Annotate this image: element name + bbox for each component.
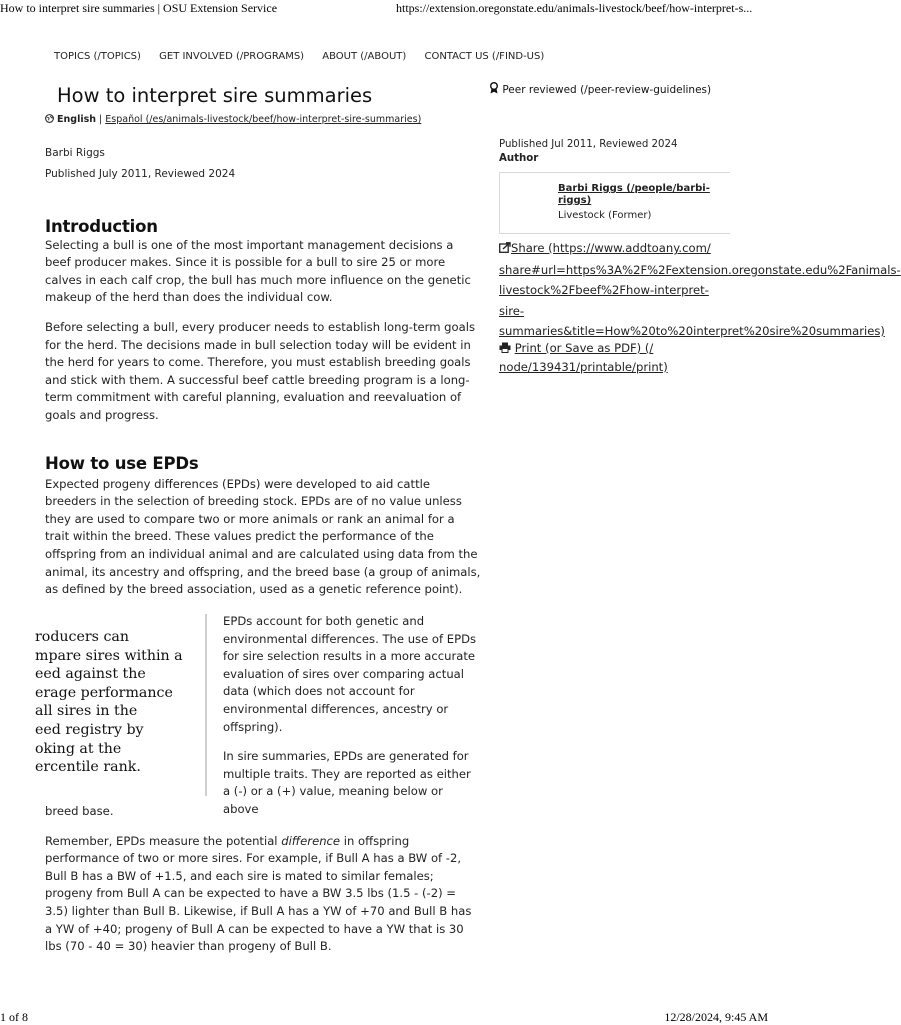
- peer-reviewed-label: Peer reviewed (/peer-review-guidelines): [502, 84, 712, 96]
- author-card-link[interactable]: Barbi Riggs (/people/barbi-riggs): [558, 183, 710, 206]
- author-card-role: Livestock (Former): [558, 210, 652, 221]
- share-line[interactable]: share#url=https%3A%2F%2Fextension.oregonstate.edu%2Fanimals-: [499, 262, 901, 277]
- page-title: How to interpret sire summaries: [57, 84, 373, 107]
- language-alt-link[interactable]: Español (/es/animals-livestock/beef/how-interpret-sire-summaries): [105, 114, 422, 125]
- nav-item-about[interactable]: ABOUT (/ABOUT): [322, 51, 407, 62]
- language-switcher: English | Español (/es/animals-livestock/beef/how-interpret-sire-summaries): [45, 114, 421, 126]
- pull-quote-line: all sires in the: [35, 703, 138, 720]
- nav-item-contact[interactable]: CONTACT US (/FIND-US): [424, 51, 545, 62]
- epd-paragraph-2: EPDs account for both genetic and environmental differences. The use of EPDs for sire selection results in a more accurate evaluation of sires over comparing actual data (which does not account for environmental differences, ancestry or offspring).: [223, 614, 477, 734]
- pull-quote-line: mpare sires within a: [35, 647, 183, 664]
- epd-paragraph-4: [45, 833, 481, 956]
- sidebar-author-label: Author: [499, 153, 539, 164]
- globe-icon: [45, 114, 54, 126]
- pull-quote-line: eed registry by: [35, 721, 144, 738]
- print-link-text[interactable]: Print (or Save as PDF) (/ node/139431/printable/print): [499, 341, 668, 374]
- pull-quote-line: eed against the: [35, 666, 146, 683]
- share-icon: [499, 239, 511, 260]
- pull-quote-line: erage performance: [35, 684, 173, 701]
- epd-p4-text-b: in offspring performance of two or more sires. For example, if Bull A has a BW of -2, Bull B has a BW of +1.5, and each sire is mated to similar females; progeny from Bull A can be expected to have a BW 3.5 lbs (1.5 - (-2) = 3.5) lighter than Bull B. Likewise, if Bull A has a YW of +70 and Bull B has a YW of +40; progeny of Bull A can be expected to have a YW that is 30 lbs (70 - 40 = 30) heavier than progeny of Bull B.: [45, 833, 472, 954]
- sidebar-published: Published Jul 2011, Reviewed 2024: [499, 139, 678, 150]
- epd-side-column: [223, 613, 481, 819]
- epd-p4-text-a: Remember, EPDs measure the potential: [45, 833, 282, 848]
- epd-p4-emphasis: difference: [281, 833, 341, 848]
- author-name: Barbi Riggs: [45, 147, 105, 159]
- share-line[interactable]: sire-: [499, 303, 525, 318]
- print-header: [0, 0, 768, 16]
- print-link[interactable]: [499, 340, 724, 376]
- intro-section: [45, 218, 481, 425]
- epd-paragraph-3-continued: breed base.: [45, 804, 114, 818]
- pull-quote: [35, 614, 207, 796]
- share-link[interactable]: [499, 238, 901, 342]
- award-ribbon-icon: [489, 82, 499, 97]
- pull-quote-line: roducers can: [35, 629, 129, 645]
- pull-quote-line: oking at the: [35, 740, 122, 757]
- pull-quote-text: [0, 628, 195, 777]
- share-line[interactable]: Share (https://www.addtoany.com/: [511, 241, 711, 255]
- nav-item-get-involved[interactable]: GET INVOLVED (/PROGRAMS): [159, 51, 305, 62]
- print-datetime: 12/28/2024, 9:45 AM: [664, 1010, 768, 1024]
- epd-paragraph-3: In sire summaries, EPDs are generated for multiple traits. They are reported as either a (-) or a (+) value, meaning below or above: [223, 749, 471, 816]
- top-nav: [54, 51, 559, 62]
- epd-section: [45, 455, 481, 599]
- printer-icon: [499, 341, 511, 359]
- page-count: 1 of 8: [0, 1010, 28, 1024]
- intro-heading: Introduction: [45, 217, 158, 236]
- published-date: Published July 2011, Reviewed 2024: [45, 168, 236, 180]
- share-line[interactable]: livestock%2Fbeef%2Fhow-interpret-: [499, 283, 709, 297]
- intro-paragraph-2: Before selecting a bull, every producer needs to establish long-term goals for the herd. The decisions made in bull selection today will be evident in the herd for years to come. Therefore, you must establish breeding goals and stick with them. A successful beef cattle breeding program is a long-term commitment with careful planning, evaluation and reevaluation of goals and progress.: [45, 319, 475, 422]
- language-current: English: [57, 114, 97, 125]
- author-card: [499, 172, 730, 234]
- nav-item-topics[interactable]: TOPICS (/TOPICS): [54, 51, 141, 62]
- epd-continuation: [45, 803, 481, 956]
- print-header-url: https://extension.oregonstate.edu/animals-livestock/beef/how-interpret-s...: [396, 1, 753, 15]
- epd-paragraph-1: Expected progeny differences (EPDs) were developed to aid cattle breeders in the selection of breeding stock. EPDs are of no value unless they are used to compare two or more animals or rank an animal for a trait within the breed. These values predict the performance of the offspring from an individual animal and are calculated using data from the animal, its ancestry and offspring, and the breed base (a group of animals, as defined by the breed association, used as a genetic reference point).: [45, 476, 481, 597]
- epd-heading: How to use EPDs: [45, 454, 199, 473]
- pull-quote-line: ercentile rank.: [35, 759, 141, 776]
- intro-paragraph-1: Selecting a bull is one of the most important management decisions a beef producer makes. Since it is possible for a bull to sire 25 or more calves in each calf crop, the bull has much more influence on the genetic makeup of the herd than does the individual cow.: [45, 237, 471, 305]
- print-header-title: How to interpret sire summaries | OSU Extension Service: [0, 1, 278, 15]
- peer-reviewed-link[interactable]: [489, 82, 711, 97]
- share-line[interactable]: summaries&title=How%20to%20interpret%20sire%20summaries): [499, 324, 885, 338]
